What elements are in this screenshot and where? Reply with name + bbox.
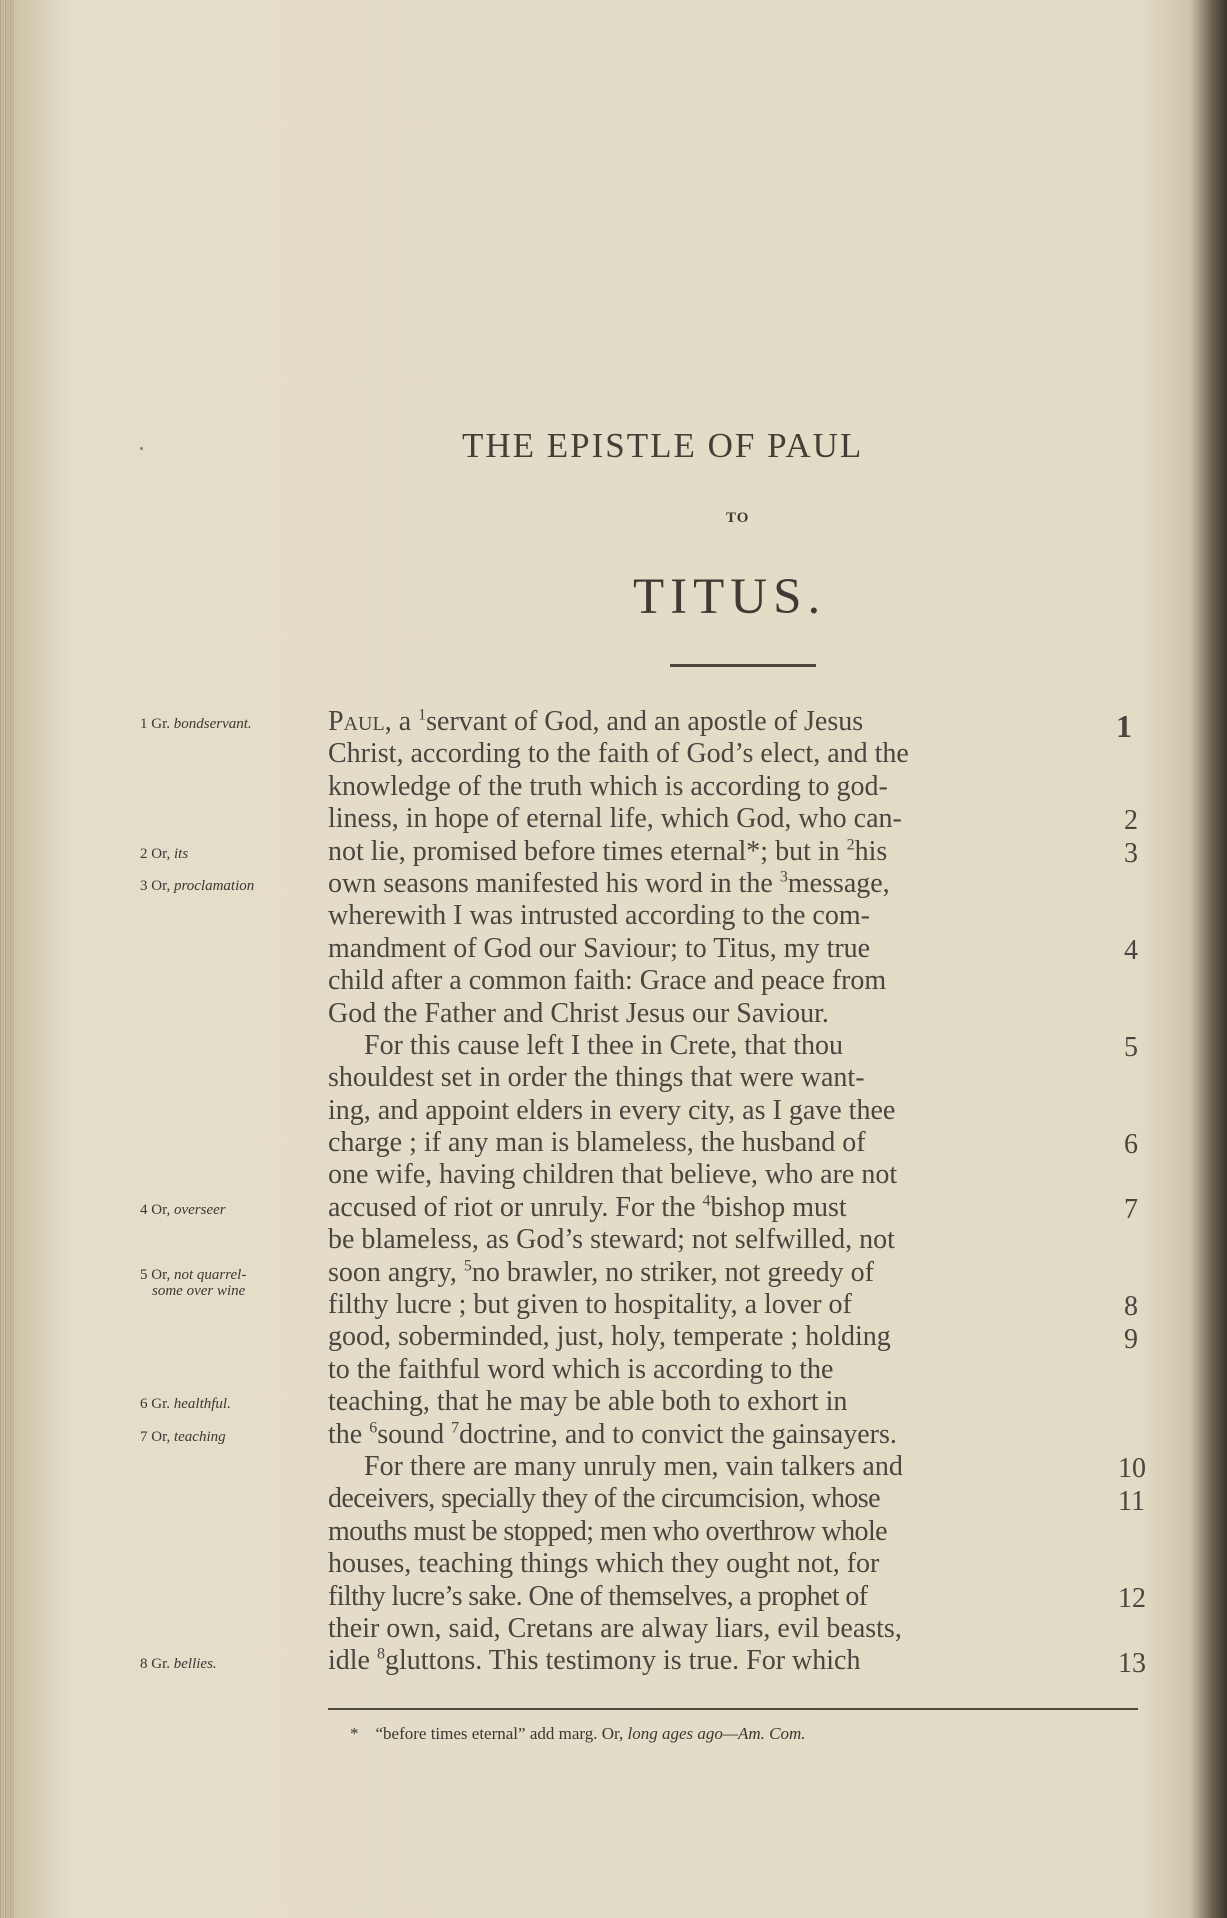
line-text: knowledge of the truth which is according to god- — [328, 770, 888, 802]
footnote — [350, 1724, 1150, 1744]
text-line — [328, 738, 1108, 770]
note-ref: 3 — [779, 868, 788, 886]
margin-note-abbr: Gr. — [151, 1396, 170, 1413]
note-ref: 1 — [418, 706, 427, 724]
margin-note — [140, 1202, 326, 1218]
text-line — [328, 1095, 1108, 1127]
footnote-divider — [328, 1708, 1138, 1710]
line-text-cont: bishop must — [710, 1191, 847, 1223]
margin-note-number: 5 — [140, 1266, 148, 1283]
text-line — [328, 706, 1108, 738]
line-text-cont: servant of God, and an apostle of Jesus — [426, 706, 864, 737]
margin-note-abbr: Gr. — [151, 716, 170, 732]
verse-number: 1 — [1116, 708, 1132, 744]
margin-note-abbr: Gr. — [151, 1655, 170, 1672]
line-text: idle — [328, 1645, 377, 1677]
verse-number: 8 — [1124, 1291, 1138, 1323]
margin-note — [140, 846, 326, 862]
text-line — [328, 1030, 1108, 1062]
text-line — [328, 803, 1108, 835]
text-line — [328, 900, 1108, 932]
footnote-mark: * — [350, 1724, 359, 1743]
margin-note-number: 7 — [140, 1428, 148, 1445]
margin-note-gloss: overseer — [173, 1202, 226, 1218]
margin-note-abbr: Or, — [151, 1428, 171, 1445]
text-line — [328, 1483, 1108, 1515]
margin-note-gloss: teaching — [173, 1428, 226, 1445]
text-line — [328, 1419, 1108, 1451]
margin-note — [140, 716, 326, 732]
verse-number: 7 — [1124, 1194, 1138, 1225]
margin-note-number: 3 — [140, 878, 148, 894]
footnote-italic: long ages ago—Am. Com. — [627, 1724, 806, 1743]
text-line — [328, 998, 1108, 1030]
text-line — [328, 771, 1108, 803]
line-text: be blameless, as God’s steward; not selfwilled, not — [328, 1224, 895, 1256]
verse-number: 9 — [1124, 1323, 1138, 1355]
verse-number: 13 — [1118, 1647, 1146, 1679]
verse-number: 4 — [1124, 934, 1138, 966]
margin-note — [140, 1656, 326, 1672]
text-line — [328, 836, 1108, 868]
text-line — [328, 1127, 1108, 1159]
text-line — [328, 1613, 1108, 1645]
text-line — [328, 1062, 1108, 1094]
note-ref: 6 — [369, 1419, 378, 1437]
line-text: shouldest set in order the things that were want- — [328, 1062, 865, 1094]
line-text: God the Father and Christ Jesus our Saviour. — [328, 997, 829, 1029]
verse-number: 5 — [1124, 1032, 1138, 1063]
text-line — [328, 1645, 1108, 1677]
footnote-text: “before times eternal” add marg. Or, — [375, 1724, 624, 1743]
line-text: accused of riot or unruly. For the — [328, 1191, 703, 1223]
line-text: filthy lucre ; but given to hospitality, a lover of — [328, 1289, 852, 1321]
margin-note-number: 8 — [140, 1655, 148, 1672]
epistle-title: THE EPISTLE OF PAUL — [462, 426, 864, 465]
title-divider — [670, 664, 816, 667]
margin-note-gloss: bondservant. — [173, 716, 252, 732]
margin-note-gloss: healthful. — [173, 1396, 231, 1413]
line-text: teaching, that he may be able both to exhort in — [328, 1386, 848, 1418]
page-edges — [0, 0, 14, 1918]
opening-word: Paul — [328, 706, 385, 737]
text-line — [328, 1354, 1108, 1386]
note-ref: 7 — [451, 1419, 460, 1437]
text-line — [328, 1581, 1108, 1613]
margin-note-abbr: Or, — [151, 1266, 171, 1283]
note-ref: 4 — [702, 1192, 711, 1210]
line-text: liness, in hope of eternal life, which God, who can- — [328, 803, 902, 835]
margin-note-abbr: Or, — [151, 845, 171, 862]
margin-note-gloss: not quarrel- — [173, 1266, 247, 1283]
text-line — [328, 1516, 1108, 1548]
line-text-cont: his — [854, 835, 888, 867]
line-text: ing, and appoint elders in every city, as I gave thee — [328, 1094, 896, 1126]
margin-note-number: 4 — [140, 1202, 148, 1218]
line-text-cont: message, — [787, 867, 890, 899]
text-line — [328, 1289, 1108, 1321]
verse-number: 11 — [1118, 1485, 1145, 1517]
line-text: not lie, promised before times eternal*; but in — [328, 835, 847, 867]
verse-number: 10 — [1118, 1453, 1146, 1485]
note-ref: 8 — [377, 1646, 385, 1663]
margin-note-gloss: its — [173, 845, 189, 862]
line-text-cont: gluttons. This testimony is true. For which — [385, 1645, 861, 1677]
line-text: mandment of God our Saviour; to Titus, my true — [328, 932, 871, 964]
line-text: soon angry, — [328, 1256, 464, 1288]
margin-note-number: 2 — [140, 845, 148, 862]
text-line — [328, 1321, 1108, 1353]
epistle-title-to: TO — [726, 510, 750, 526]
line-text-cont: no brawler, no striker, not greedy of — [471, 1256, 874, 1288]
line-text: Christ, according to the faith of God’s elect, and the — [328, 738, 909, 770]
line-text: good, soberminded, just, holy, temperate ; holding — [328, 1321, 891, 1353]
book-name: TITUS. — [633, 569, 827, 625]
line-text: charge ; if any man is blameless, the husband of — [328, 1127, 866, 1159]
text-line — [328, 1386, 1108, 1418]
paper-speck — [140, 447, 143, 450]
text-line — [328, 1192, 1108, 1224]
margin-note-abbr: Or, — [151, 878, 171, 894]
text-line — [328, 1224, 1108, 1256]
text-line — [328, 1257, 1108, 1289]
line-text: to the faithful word which is according to the — [328, 1353, 834, 1385]
line-text: deceivers, specially they of the circumcision, whose — [328, 1483, 880, 1515]
margin-note-number: 6 — [140, 1396, 148, 1413]
line-text: own seasons manifested his word in the — [328, 867, 780, 899]
line-text: the — [328, 1418, 370, 1450]
margin-note-number: 1 — [140, 716, 148, 732]
line-text: , a — [384, 706, 419, 737]
line-text: For this cause left I thee in Crete, that thou — [364, 1029, 843, 1061]
verse-number: 2 — [1124, 805, 1138, 837]
line-text-cont: sound — [377, 1418, 452, 1450]
verse-number: 6 — [1124, 1129, 1138, 1161]
text-line — [328, 1548, 1108, 1580]
line-text: mouths must be stopped; men who overthrow whole — [328, 1515, 887, 1547]
margin-note — [140, 878, 326, 894]
note-ref: 2 — [846, 836, 855, 854]
margin-note-gloss: proclamation — [173, 878, 255, 894]
margin-note-gloss-cont: some over wine — [152, 1282, 246, 1299]
line-text: For there are many unruly men, vain talkers and — [364, 1450, 903, 1482]
margin-note — [140, 1396, 326, 1412]
margin-note — [140, 1267, 326, 1299]
line-text: their own, said, Cretans are alway liars, evil beasts, — [328, 1612, 902, 1644]
text-line — [328, 1159, 1108, 1191]
line-text: wherewith I was intrusted according to the com- — [328, 900, 870, 932]
text-line — [328, 965, 1108, 997]
note-ref: 5 — [463, 1257, 472, 1275]
verse-number: 3 — [1124, 837, 1138, 869]
line-text: filthy lucre’s sake. One of themselves, a prophet of — [328, 1580, 868, 1612]
line-text: houses, teaching things which they ought not, for — [328, 1548, 880, 1580]
text-line — [328, 868, 1108, 900]
scripture-text — [328, 706, 1108, 1678]
line-text: one wife, having children that believe, who are not — [328, 1159, 898, 1191]
margin-note-gloss: bellies. — [173, 1655, 217, 1672]
verse-number: 12 — [1118, 1582, 1146, 1614]
line-text: child after a common faith: Grace and peace from — [328, 965, 887, 997]
line-text-cont: doctrine, and to convict the gainsayers. — [459, 1418, 897, 1450]
margin-note — [140, 1429, 326, 1445]
margin-note-abbr: Or, — [151, 1202, 171, 1218]
text-line — [328, 1451, 1108, 1483]
text-line — [328, 933, 1108, 965]
